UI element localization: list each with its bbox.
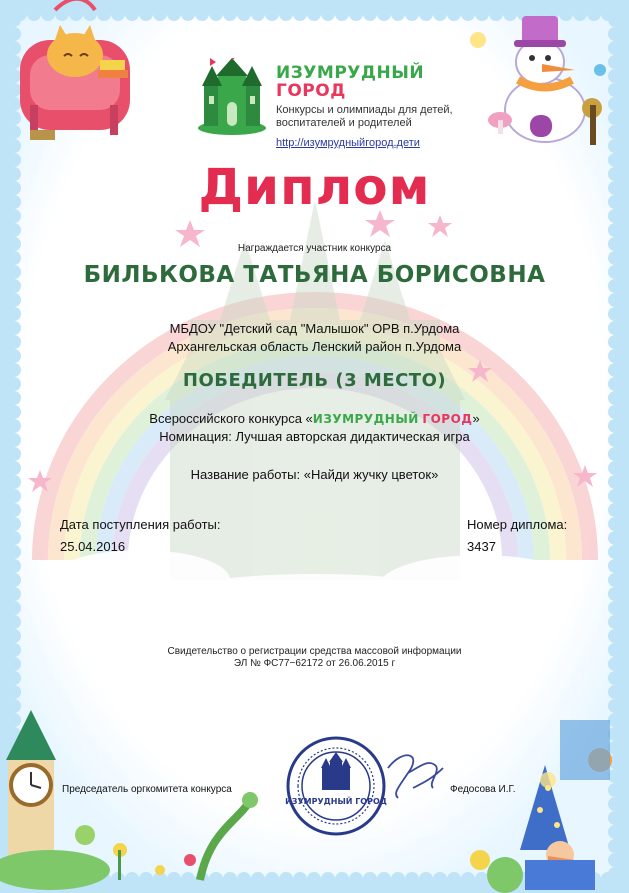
contest-info (0, 410, 629, 446)
stamp-text: ИЗУМРУДНЫЙ ГОРОД (285, 797, 387, 806)
award-line: Награждается участник конкурса (237, 243, 392, 254)
contest-prefix: Всероссийского конкурса « (149, 411, 313, 426)
registration-line2: ЭЛ № ФС77−62172 от 26.06.2015 г (233, 658, 396, 669)
registration-line1: Свидетельство о регистрации средства массовой информации (167, 646, 462, 657)
registration-info (0, 646, 629, 670)
organization-line1: МБДОУ "Детский сад "Малышок" ОРВ п.Урдома (169, 321, 460, 336)
brand-url-link[interactable]: http://изумрудныйгород.дети (276, 137, 420, 149)
chairman-label: Председатель оргкомитета конкурса (62, 784, 232, 795)
castle-logo-icon (196, 58, 268, 136)
place-award: ПОБЕДИТЕЛЬ (3 МЕСТО) (182, 370, 447, 391)
recipient-name: БИЛЬКОВА ТАТЬЯНА БОРИСОВНА (83, 262, 546, 288)
organization-line2: Архангельская область Ленский район п.Урдома (167, 339, 462, 354)
brand-name-line2: ГОРОД (276, 81, 346, 101)
chairman-name: Федосова И.Г. (450, 784, 516, 795)
work-title: Название работы: «Найди жучку цветок» (190, 467, 439, 482)
contest-suffix: » (472, 411, 480, 426)
contest-name-line (0, 410, 629, 428)
date-label: Дата поступления работы: (60, 517, 221, 532)
brand-name (276, 64, 496, 100)
contest-name-part1: ИЗУМРУДНЫЙ (312, 412, 419, 426)
signature-icon (378, 748, 448, 808)
brand-name-line1: ИЗУМРУДНЫЙ (276, 63, 425, 83)
brand-description: Конкурсы и олимпиады для детей, воспитателей и родителей (276, 104, 453, 129)
organization (0, 320, 629, 356)
nomination: Номинация: Лучшая авторская дидактическая игра (159, 429, 470, 444)
diploma-title: Диплом (198, 158, 431, 216)
contest-name-part2: ГОРОД (422, 412, 473, 426)
diploma-number-label: Номер диплома: (467, 517, 568, 532)
stamp-seal-icon (284, 734, 388, 838)
diploma-number-value: 3437 (467, 539, 496, 554)
date-value: 25.04.2016 (60, 539, 126, 554)
